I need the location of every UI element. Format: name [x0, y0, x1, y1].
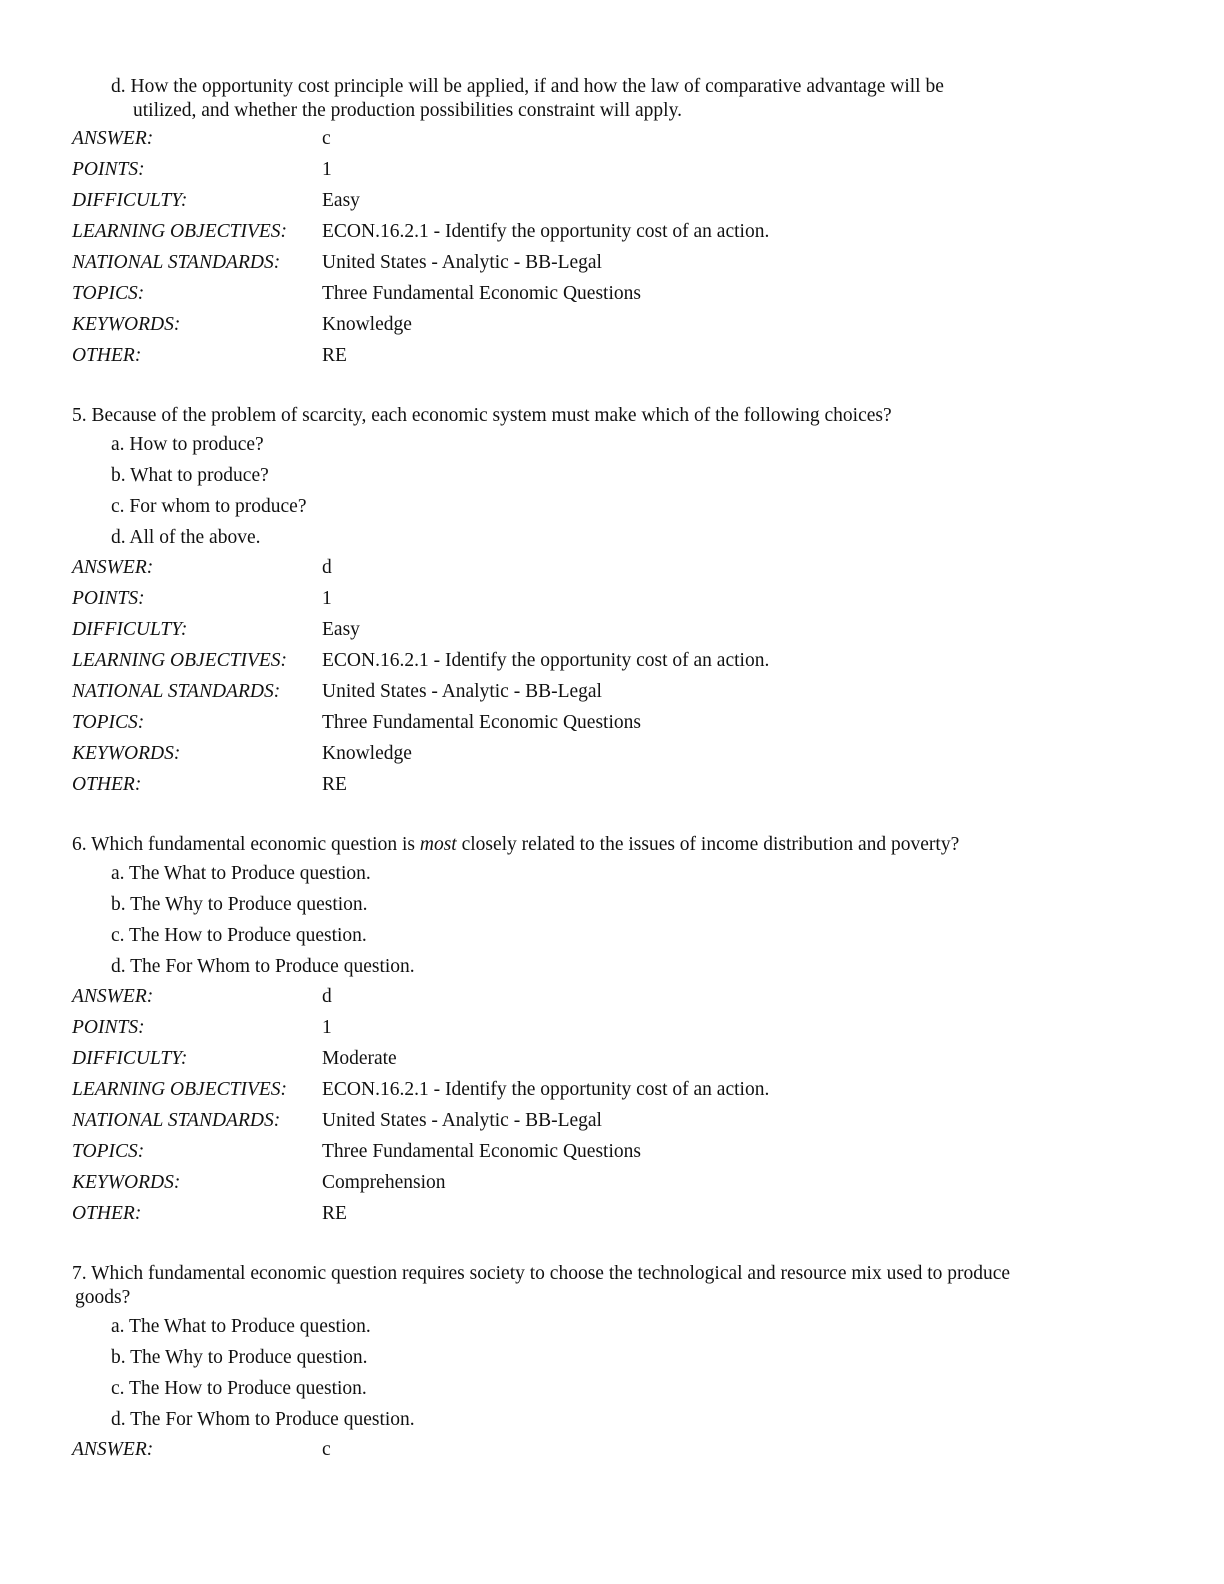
- option-d: d. All of the above.: [111, 527, 261, 548]
- meta-label-keywords: KEYWORDS:: [72, 314, 181, 335]
- question-5: [72, 404, 1152, 804]
- meta-value-topics: Three Fundamental Economic Questions: [322, 1141, 641, 1162]
- meta-value-answer: c: [322, 128, 331, 149]
- question-5-options: [72, 432, 1152, 556]
- question-7-text-line1: 7. Which fundamental economic question requires society to choose the technological and resource mix used to produce: [72, 1263, 1011, 1284]
- meta-label-answer: ANSWER:: [72, 1439, 154, 1460]
- option-d-line1: d. How the opportunity cost principle will be applied, if and how the law of comparative advantage will be: [111, 76, 944, 97]
- spacer: [72, 804, 1152, 833]
- meta-label-learning-objectives: LEARNING OBJECTIVES:: [72, 650, 288, 671]
- meta-label-points: POINTS:: [72, 159, 145, 180]
- question-7-text-line2: goods?: [75, 1287, 131, 1308]
- meta-answer-row: [72, 127, 1152, 158]
- meta-points-row: [72, 587, 1152, 618]
- meta-topics-row: [72, 1140, 1152, 1171]
- meta-answer-row: [72, 1438, 1152, 1469]
- meta-value-other: RE: [322, 774, 347, 795]
- meta-label-learning-objectives: LEARNING OBJECTIVES:: [72, 1079, 288, 1100]
- meta-label-keywords: KEYWORDS:: [72, 1172, 181, 1193]
- meta-national-standards-row: [72, 251, 1152, 282]
- question-6: [72, 833, 1152, 1233]
- meta-value-difficulty: Easy: [322, 190, 360, 211]
- meta-topics-row: [72, 282, 1152, 313]
- meta-value-learning-objectives: ECON.16.2.1 - Identify the opportunity cost of an action.: [322, 650, 770, 671]
- meta-value-other: RE: [322, 345, 347, 366]
- meta-value-answer: c: [322, 1439, 331, 1460]
- meta-label-other: OTHER:: [72, 1203, 142, 1224]
- option-d: d. The For Whom to Produce question.: [111, 956, 415, 977]
- spacer: [72, 1233, 1152, 1262]
- meta-label-answer: ANSWER:: [72, 986, 154, 1007]
- option-c: c. For whom to produce?: [111, 496, 307, 517]
- meta-value-answer: d: [322, 557, 332, 578]
- question-5-text: 5. Because of the problem of scarcity, each economic system must make which of the following choices?: [72, 405, 892, 426]
- meta-learning-objectives-row: [72, 1078, 1152, 1109]
- meta-label-other: OTHER:: [72, 774, 142, 795]
- question-6-options: [72, 861, 1152, 985]
- meta-label-national-standards: NATIONAL STANDARDS:: [72, 252, 281, 273]
- meta-topics-row: [72, 711, 1152, 742]
- meta-keywords-row: [72, 313, 1152, 344]
- meta-value-points: 1: [322, 159, 332, 180]
- option-d: [111, 75, 1152, 127]
- meta-learning-objectives-row: [72, 649, 1152, 680]
- meta-other-row: [72, 1202, 1152, 1233]
- meta-answer-row: [72, 985, 1152, 1016]
- option-b: b. The Why to Produce question.: [111, 1347, 368, 1368]
- meta-label-difficulty: DIFFICULTY:: [72, 190, 188, 211]
- meta-answer-row: [72, 556, 1152, 587]
- meta-value-other: RE: [322, 1203, 347, 1224]
- meta-difficulty-row: [72, 1047, 1152, 1078]
- meta-other-row: [72, 344, 1152, 375]
- option-c: c. The How to Produce question.: [111, 1378, 367, 1399]
- question-7: [72, 1262, 1152, 1469]
- meta-label-keywords: KEYWORDS:: [72, 743, 181, 764]
- meta-value-learning-objectives: ECON.16.2.1 - Identify the opportunity cost of an action.: [322, 221, 770, 242]
- meta-national-standards-row: [72, 680, 1152, 711]
- option-a: a. The What to Produce question.: [111, 1316, 371, 1337]
- meta-label-other: OTHER:: [72, 345, 142, 366]
- meta-label-points: POINTS:: [72, 588, 145, 609]
- meta-keywords-row: [72, 742, 1152, 773]
- meta-value-points: 1: [322, 588, 332, 609]
- meta-label-national-standards: NATIONAL STANDARDS:: [72, 681, 281, 702]
- meta-label-topics: TOPICS:: [72, 712, 145, 733]
- meta-value-keywords: Comprehension: [322, 1172, 446, 1193]
- meta-points-row: [72, 158, 1152, 189]
- question-7-options: [72, 1314, 1152, 1438]
- meta-value-difficulty: Easy: [322, 619, 360, 640]
- meta-points-row: [72, 1016, 1152, 1047]
- meta-value-topics: Three Fundamental Economic Questions: [322, 712, 641, 733]
- question-7-meta-table: [72, 1438, 1152, 1469]
- meta-keywords-row: [72, 1171, 1152, 1202]
- question-5-meta-table: [72, 556, 1152, 804]
- meta-value-national-standards: United States - Analytic - BB-Legal: [322, 681, 602, 702]
- document-page: [72, 75, 1152, 1469]
- carryover-meta-table: [72, 127, 1152, 375]
- meta-other-row: [72, 773, 1152, 804]
- option-d: d. The For Whom to Produce question.: [111, 1409, 415, 1430]
- option-b: b. The Why to Produce question.: [111, 894, 368, 915]
- carryover-option-d: [72, 75, 1152, 127]
- option-b: b. What to produce?: [111, 465, 269, 486]
- meta-label-topics: TOPICS:: [72, 1141, 145, 1162]
- question-7-text: [72, 1262, 1152, 1314]
- meta-label-national-standards: NATIONAL STANDARDS:: [72, 1110, 281, 1131]
- meta-difficulty-row: [72, 189, 1152, 220]
- meta-value-national-standards: United States - Analytic - BB-Legal: [322, 1110, 602, 1131]
- question-6-text-part2: closely related to the issues of income distribution and poverty?: [456, 834, 960, 855]
- meta-value-difficulty: Moderate: [322, 1048, 397, 1069]
- meta-value-points: 1: [322, 1017, 332, 1038]
- meta-label-answer: ANSWER:: [72, 557, 154, 578]
- meta-label-topics: TOPICS:: [72, 283, 145, 304]
- option-a: a. How to produce?: [111, 434, 264, 455]
- question-6-text: [72, 833, 1152, 861]
- question-6-text-part1: 6. Which fundamental economic question is: [72, 834, 420, 855]
- meta-label-learning-objectives: LEARNING OBJECTIVES:: [72, 221, 288, 242]
- spacer: [72, 375, 1152, 404]
- meta-value-national-standards: United States - Analytic - BB-Legal: [322, 252, 602, 273]
- meta-label-answer: ANSWER:: [72, 128, 154, 149]
- meta-label-points: POINTS:: [72, 1017, 145, 1038]
- meta-value-topics: Three Fundamental Economic Questions: [322, 283, 641, 304]
- option-c: c. The How to Produce question.: [111, 925, 367, 946]
- meta-label-difficulty: DIFFICULTY:: [72, 1048, 188, 1069]
- option-d-line2: utilized, and whether the production possibilities constraint will apply.: [133, 100, 682, 121]
- meta-national-standards-row: [72, 1109, 1152, 1140]
- meta-difficulty-row: [72, 618, 1152, 649]
- option-a: a. The What to Produce question.: [111, 863, 371, 884]
- question-6-meta-table: [72, 985, 1152, 1233]
- question-6-emphasis: most: [419, 834, 457, 855]
- meta-value-learning-objectives: ECON.16.2.1 - Identify the opportunity cost of an action.: [322, 1079, 770, 1100]
- meta-learning-objectives-row: [72, 220, 1152, 251]
- meta-value-keywords: Knowledge: [322, 314, 412, 335]
- meta-label-difficulty: DIFFICULTY:: [72, 619, 188, 640]
- meta-value-keywords: Knowledge: [322, 743, 412, 764]
- meta-value-answer: d: [322, 986, 332, 1007]
